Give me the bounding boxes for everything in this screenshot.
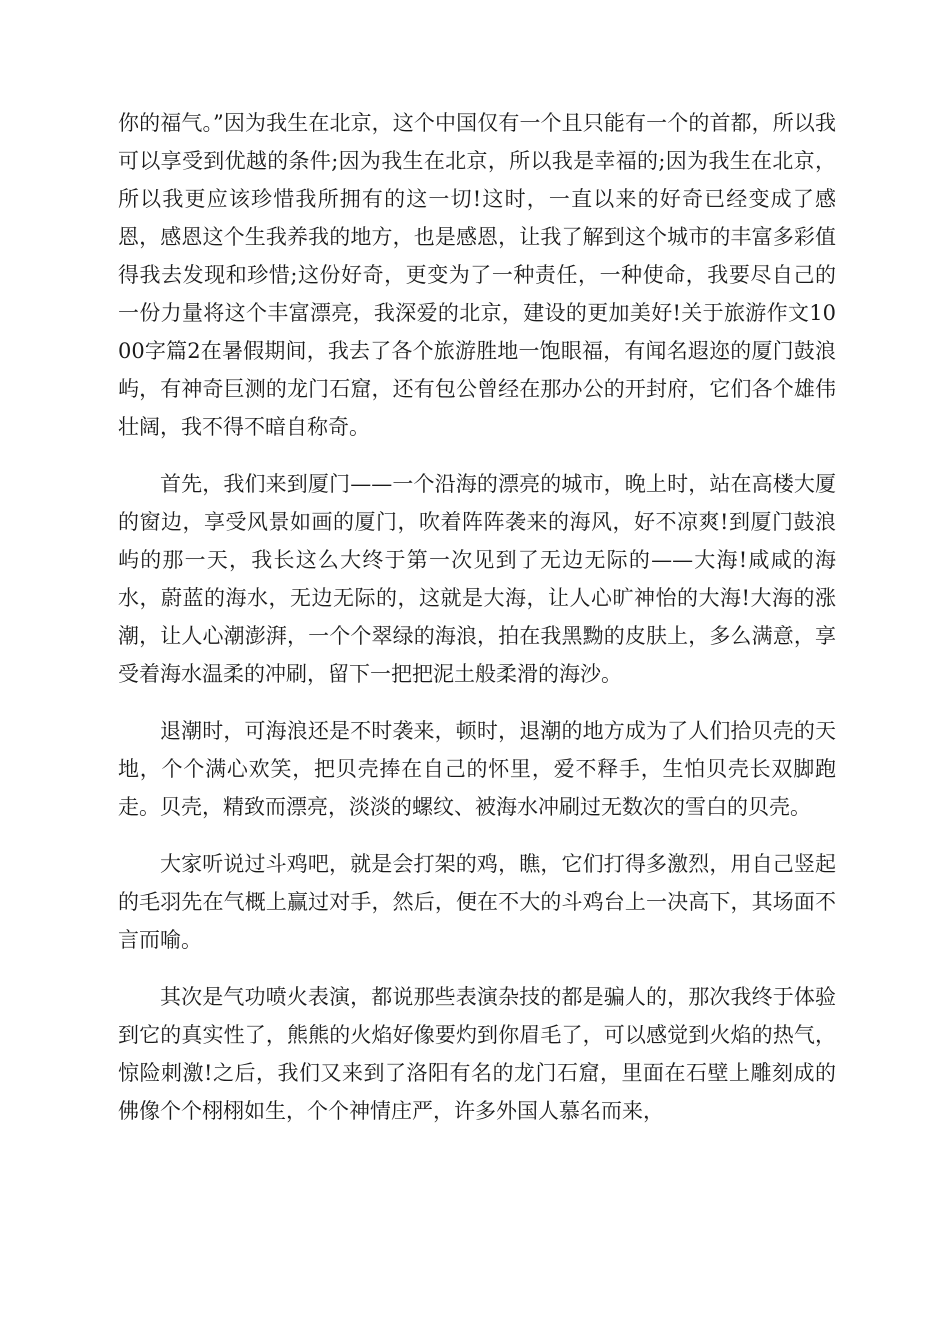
paragraph-1: 你的福气。”因为我生在北京，这个中国仅有一个且只能有一个的首都，所以我可以享受到优越的条件;因为我生在北京，所以我是幸福的;因为我生在北京，所以我更应该珍惜我所拥有的这一切!这时，一直以来的好奇已经变成了感恩，感恩这个生我养我的地方，也是感恩，让我了解到这个城市的丰富多彩值得我去发现和珍惜;这份好奇，更变为了一种责任，一种使命，我要尽自己的一份力量将这个丰富漂亮，我深爱的北京，建设的更加美好!关于旅游作文1000字篇2在暑假期间，我去了各个旅游胜地一饱眼福，有闻名遐迩的厦门鼓浪屿，有神奇巨测的龙门石窟，还有包公曾经在那办公的开封府，它们各个雄伟壮阔，我不得不暗自称奇。 bbox=[118, 111, 836, 439]
paragraph-4: 大家听说过斗鸡吧，就是会打架的鸡，瞧，它们打得多激烈，用自己竖起的毛羽先在气概上赢过对手，然后，便在不大的斗鸡台上一决高下，其场面不言而喻。 bbox=[118, 852, 836, 952]
paragraph-2: 首先，我们来到厦门——一个沿海的漂亮的城市，晚上时，站在高楼大厦的窗边，享受风景如画的厦门，吹着阵阵袭来的海风，好不凉爽!到厦门鼓浪屿的那一天，我长这么大终于第一次见到了无边无际的——大海!咸咸的海水，蔚蓝的海水，无边无际的，这就是大海，让人心旷神怡的大海!大海的涨潮，让人心潮澎湃，一个个翠绿的海浪，拍在我黑黝的皮肤上，多么满意，享受着海水温柔的冲刷，留下一把把泥土般柔滑的海沙。 bbox=[118, 472, 836, 686]
paragraph-3: 退潮时，可海浪还是不时袭来，顿时，退潮的地方成为了人们拾贝壳的天地，个个满心欢笑，把贝壳捧在自己的怀里，爱不释手，生怕贝壳长双脚跑走。贝壳，精致而漂亮，淡淡的螺纹、被海水冲刷过无数次的雪白的贝壳。 bbox=[118, 719, 836, 819]
paragraph-5: 其次是气功喷火表演，都说那些表演杂技的都是骗人的，那次我终于体验到它的真实性了，熊熊的火焰好像要灼到你眉毛了，可以感觉到火焰的热气，惊险刺激!之后，我们又来到了洛阳有名的龙门石窟，里面在石壁上雕刻成的佛像个个栩栩如生，个个神情庄严，许多外国人慕名而来， bbox=[118, 985, 836, 1123]
article-body bbox=[118, 104, 836, 1149]
